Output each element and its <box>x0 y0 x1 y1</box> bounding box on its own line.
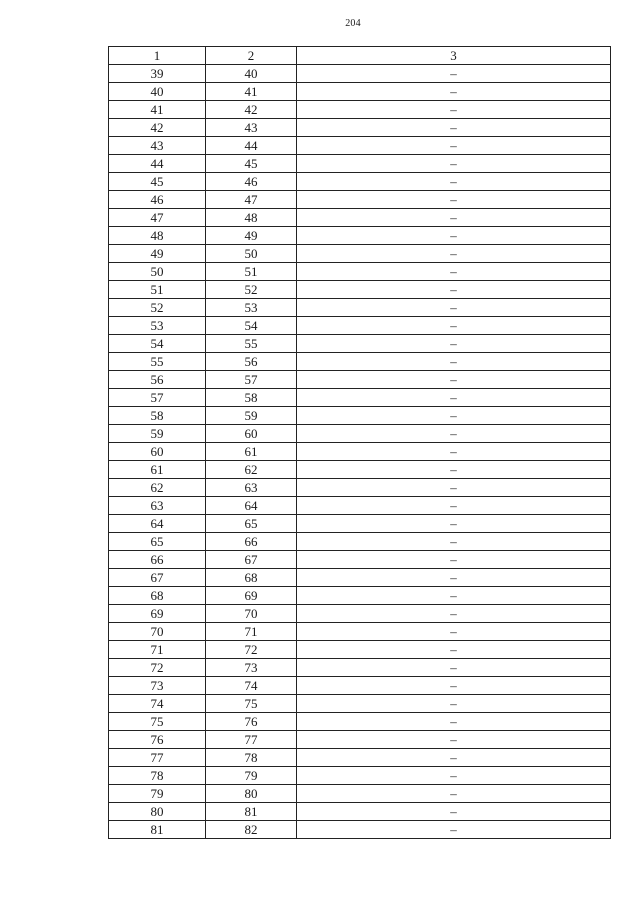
table-cell: 40 <box>206 65 297 83</box>
table-cell: 55 <box>109 353 206 371</box>
table-cell: – <box>297 299 611 317</box>
table-row <box>109 155 611 173</box>
table-cell: 81 <box>206 803 297 821</box>
table-row <box>109 389 611 407</box>
table-cell: – <box>297 209 611 227</box>
table-cell: 64 <box>109 515 206 533</box>
table-cell: – <box>297 713 611 731</box>
table-cell: – <box>297 137 611 155</box>
table-row <box>109 515 611 533</box>
table-cell: 42 <box>206 101 297 119</box>
table-cell: 44 <box>206 137 297 155</box>
table-row <box>109 137 611 155</box>
table-row <box>109 209 611 227</box>
table-row <box>109 227 611 245</box>
table-row <box>109 317 611 335</box>
table-cell: 73 <box>109 677 206 695</box>
table-cell: 58 <box>206 389 297 407</box>
table-cell: – <box>297 191 611 209</box>
table-cell: 67 <box>206 551 297 569</box>
table-cell: 79 <box>206 767 297 785</box>
table-row <box>109 479 611 497</box>
table-row <box>109 425 611 443</box>
table-cell: – <box>297 65 611 83</box>
table-cell: 80 <box>109 803 206 821</box>
table-row <box>109 83 611 101</box>
table-row <box>109 335 611 353</box>
table-cell: – <box>297 515 611 533</box>
table-cell: 44 <box>109 155 206 173</box>
table-row <box>109 281 611 299</box>
table-cell: 51 <box>109 281 206 299</box>
table-cell: 50 <box>206 245 297 263</box>
table-cell: 55 <box>206 335 297 353</box>
table-cell: – <box>297 317 611 335</box>
table-cell: 66 <box>109 551 206 569</box>
table-cell: 47 <box>206 191 297 209</box>
table-row <box>109 695 611 713</box>
table-row <box>109 173 611 191</box>
table-row <box>109 641 611 659</box>
table-cell: – <box>297 83 611 101</box>
table-cell: 68 <box>109 587 206 605</box>
table-cell: 67 <box>109 569 206 587</box>
table-cell: 61 <box>109 461 206 479</box>
table-cell: – <box>297 695 611 713</box>
table-row <box>109 353 611 371</box>
table-row <box>109 299 611 317</box>
table-header-row <box>109 47 611 65</box>
table-cell: – <box>297 605 611 623</box>
table-cell: 76 <box>206 713 297 731</box>
table-row <box>109 785 611 803</box>
table-row <box>109 371 611 389</box>
table-cell: – <box>297 155 611 173</box>
table-cell: 79 <box>109 785 206 803</box>
table-row <box>109 713 611 731</box>
table-cell: 75 <box>109 713 206 731</box>
table-cell: 59 <box>206 407 297 425</box>
table-row <box>109 605 611 623</box>
table-row <box>109 731 611 749</box>
table-cell: – <box>297 335 611 353</box>
table-cell: – <box>297 785 611 803</box>
table-cell: 80 <box>206 785 297 803</box>
table-cell: 69 <box>206 587 297 605</box>
table-cell: – <box>297 497 611 515</box>
table-cell: 70 <box>109 623 206 641</box>
table-cell: – <box>297 731 611 749</box>
table-row <box>109 623 611 641</box>
table-cell: 53 <box>109 317 206 335</box>
table-cell: 47 <box>109 209 206 227</box>
table-cell: – <box>297 641 611 659</box>
table-cell: 71 <box>109 641 206 659</box>
table-row <box>109 245 611 263</box>
table-cell: 72 <box>109 659 206 677</box>
column-header: 2 <box>206 47 297 65</box>
table-cell: 71 <box>206 623 297 641</box>
table-row <box>109 443 611 461</box>
table-row <box>109 551 611 569</box>
table-cell: 49 <box>109 245 206 263</box>
table-cell: 62 <box>206 461 297 479</box>
table-cell: – <box>297 371 611 389</box>
table-cell: 78 <box>206 749 297 767</box>
table-cell: – <box>297 281 611 299</box>
table-cell: 51 <box>206 263 297 281</box>
table-cell: 49 <box>206 227 297 245</box>
table-cell: 69 <box>109 605 206 623</box>
table-cell: 70 <box>206 605 297 623</box>
table-row <box>109 659 611 677</box>
table-cell: – <box>297 767 611 785</box>
table-cell: – <box>297 821 611 839</box>
table-cell: 58 <box>109 407 206 425</box>
table-cell: 41 <box>109 101 206 119</box>
table-row <box>109 191 611 209</box>
table-cell: 75 <box>206 695 297 713</box>
table-cell: – <box>297 749 611 767</box>
table-cell: 46 <box>206 173 297 191</box>
table-cell: 61 <box>206 443 297 461</box>
table-cell: 54 <box>206 317 297 335</box>
table-cell: 42 <box>109 119 206 137</box>
table-cell: – <box>297 479 611 497</box>
table-cell: – <box>297 569 611 587</box>
table-cell: 41 <box>206 83 297 101</box>
table-cell: 50 <box>109 263 206 281</box>
table-cell: 60 <box>109 443 206 461</box>
table-row <box>109 767 611 785</box>
table-body <box>109 65 611 839</box>
table-cell: – <box>297 623 611 641</box>
table-row <box>109 65 611 83</box>
table-cell: 43 <box>206 119 297 137</box>
table-cell: – <box>297 587 611 605</box>
table-cell: – <box>297 119 611 137</box>
table-cell: – <box>297 803 611 821</box>
table-cell: – <box>297 677 611 695</box>
table-row <box>109 407 611 425</box>
table-cell: 64 <box>206 497 297 515</box>
table-cell: 52 <box>109 299 206 317</box>
table-cell: 77 <box>206 731 297 749</box>
table-cell: 39 <box>109 65 206 83</box>
table-row <box>109 119 611 137</box>
table-cell: 46 <box>109 191 206 209</box>
table-cell: – <box>297 101 611 119</box>
table-cell: 76 <box>109 731 206 749</box>
table-cell: 68 <box>206 569 297 587</box>
column-header: 1 <box>109 47 206 65</box>
table-row <box>109 461 611 479</box>
table-cell: – <box>297 425 611 443</box>
table-cell: 56 <box>109 371 206 389</box>
table-row <box>109 677 611 695</box>
table-cell: – <box>297 533 611 551</box>
table-cell: – <box>297 551 611 569</box>
table-cell: 52 <box>206 281 297 299</box>
table-row <box>109 803 611 821</box>
table-cell: – <box>297 461 611 479</box>
table-row <box>109 749 611 767</box>
table-cell: – <box>297 389 611 407</box>
table-cell: 45 <box>206 155 297 173</box>
table-cell: 65 <box>206 515 297 533</box>
table-cell: 73 <box>206 659 297 677</box>
table-row <box>109 569 611 587</box>
table-cell: 65 <box>109 533 206 551</box>
table-cell: 40 <box>109 83 206 101</box>
table-cell: 57 <box>206 371 297 389</box>
table-cell: – <box>297 227 611 245</box>
table-cell: – <box>297 263 611 281</box>
table-cell: – <box>297 407 611 425</box>
table-cell: 66 <box>206 533 297 551</box>
table-cell: 48 <box>206 209 297 227</box>
table-cell: 43 <box>109 137 206 155</box>
table-cell: 78 <box>109 767 206 785</box>
table-cell: 63 <box>109 497 206 515</box>
table-cell: 56 <box>206 353 297 371</box>
table-cell: 59 <box>109 425 206 443</box>
table-cell: 48 <box>109 227 206 245</box>
table-row <box>109 263 611 281</box>
table-cell: 54 <box>109 335 206 353</box>
table-cell: 53 <box>206 299 297 317</box>
table-cell: 82 <box>206 821 297 839</box>
table-row <box>109 497 611 515</box>
table-cell: – <box>297 353 611 371</box>
data-table <box>108 46 611 839</box>
table-cell: 45 <box>109 173 206 191</box>
table-cell: 74 <box>109 695 206 713</box>
table-cell: 72 <box>206 641 297 659</box>
table-row <box>109 821 611 839</box>
table-cell: 63 <box>206 479 297 497</box>
table-cell: 62 <box>109 479 206 497</box>
page-number: 204 <box>345 18 361 29</box>
table-row <box>109 533 611 551</box>
column-header: 3 <box>297 47 611 65</box>
table-cell: – <box>297 659 611 677</box>
table-cell: 81 <box>109 821 206 839</box>
table-cell: – <box>297 443 611 461</box>
table-cell: 77 <box>109 749 206 767</box>
table-cell: – <box>297 173 611 191</box>
table-cell: 60 <box>206 425 297 443</box>
table-cell: 74 <box>206 677 297 695</box>
table-row <box>109 587 611 605</box>
table-row <box>109 101 611 119</box>
table-cell: 57 <box>109 389 206 407</box>
table-cell: – <box>297 245 611 263</box>
